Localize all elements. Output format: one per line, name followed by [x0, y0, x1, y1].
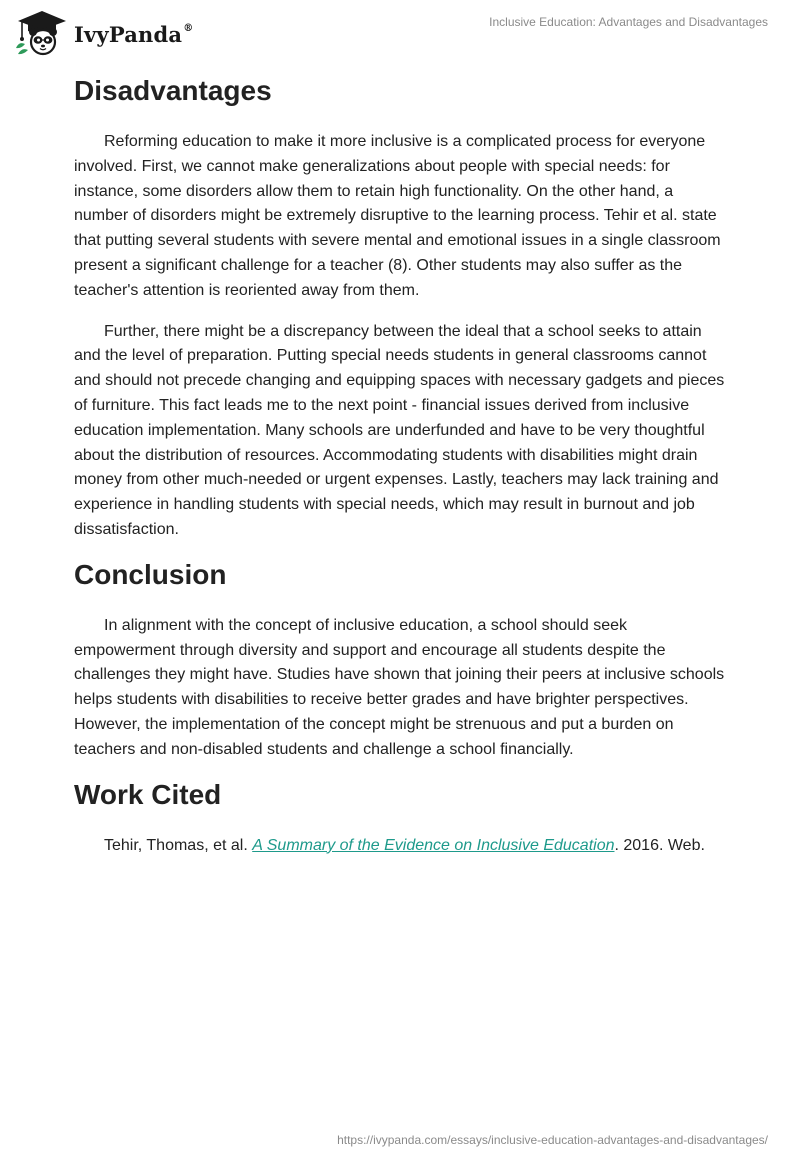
- panda-graduate-icon: [14, 8, 70, 56]
- paragraph-conclusion-1: In alignment with the concept of inclusive education, a school should seek empowerment through diversity and support and encourage all students despite the challenges they might have. Studies have shown that joining their peers at inclusive schools helps students with disabilities to receive better grades and have brighter perspectives. However, the implementation of the concept might be strenuous and put a burden on teachers and non-disabled students and challenge a school financially.: [74, 616, 725, 758]
- paragraph-disadvantages-2: Further, there might be a discrepancy between the ideal that a school seeks to attain and the level of preparation. Putting special needs students in general classrooms cannot and should not precede changing and equipping spaces with necessary gadgets and pieces of furniture. This fact leads me to the next point - financial issues derived from inclusive education implementation. Many schools are underfunded and have to be very thoughtful about the distribution of resources. Accommodating students with disabilities might drain money from other much-needed or urgent expenses. Lastly, teachers may lack training and experience in handling students with special needs, which may result in burnout and job dissatisfaction.: [74, 322, 725, 538]
- citation-authors: Tehir, Thomas, et al.: [104, 836, 253, 854]
- citation-source-link[interactable]: A Summary of the Evidence on Inclusive Education: [252, 836, 615, 854]
- citation-entry: [74, 834, 728, 859]
- article-body: [74, 74, 728, 858]
- paragraph-disadvantages-1: Reforming education to make it more inclusive is a complicated process for everyone involved. First, we cannot make generalizations about people with special needs: for instance, some disorders allow them to retain high functionality. On the other hand, a number of disorders might be extremely disruptive to the learning process. Tehir et al. state that putting several students with severe mental and emotional issues in a single classroom present a significant challenge for a teacher (8). Other students may also suffer as the teacher's attention is reoriented away from them.: [74, 133, 721, 299]
- heading-conclusion: Conclusion: [74, 558, 227, 590]
- footer-source-url: https://ivypanda.com/essays/inclusive-education-advantages-and-disadvantages/: [337, 1133, 768, 1147]
- citation-suffix: . 2016. Web.: [614, 836, 705, 854]
- heading-disadvantages: Disadvantages: [74, 75, 272, 106]
- logo-wordmark: IvyPanda®: [74, 21, 194, 47]
- site-logo[interactable]: [14, 8, 193, 56]
- document-title: Inclusive Education: Advantages and Disadvantages: [489, 15, 768, 29]
- heading-work-cited: Work Cited: [74, 778, 222, 810]
